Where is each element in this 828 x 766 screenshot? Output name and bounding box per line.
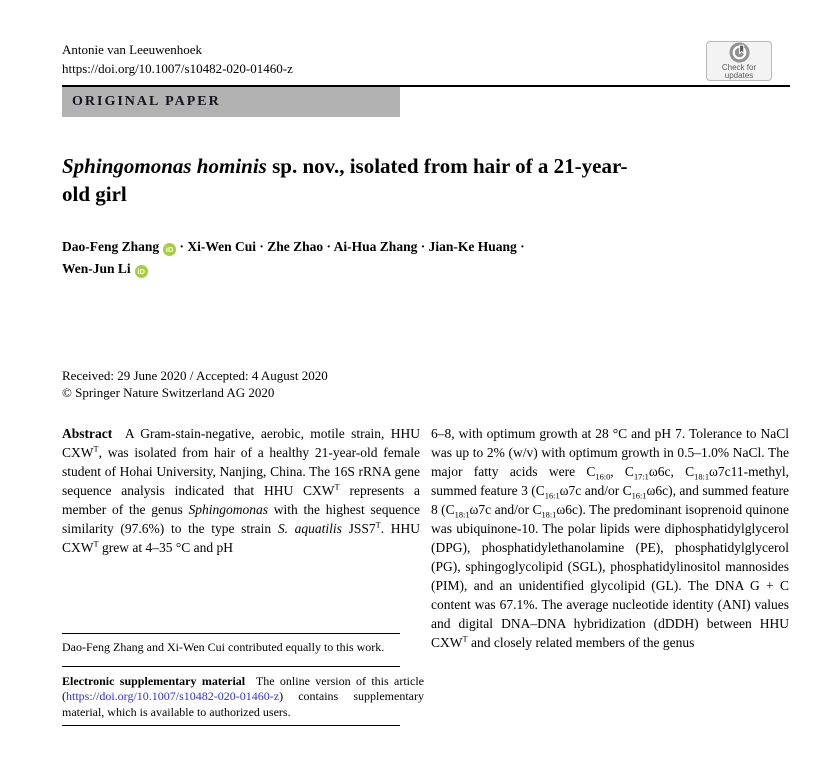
copyright-line: © Springer Nature Switzerland AG 2020 (62, 384, 275, 400)
supplementary-material-note: Electronic supplementary material The online version of this article (https://doi.org/10.1007/s10482-020-01460-z) contains supplementary material, which is available to authorized users. (62, 673, 424, 719)
orcid-icon[interactable]: iD (163, 243, 176, 256)
supplementary-doi-link[interactable]: https://doi.org/10.1007/s10482-020-01460-z (66, 689, 280, 703)
check-for-updates-badge[interactable] (706, 41, 772, 81)
abstract-left-column: Abstract A Gram-stain-negative, aerobic, motile strain, HHU $CXW^T$, was isolated from hair of a healthy 21-year-old female student of Hohai University, Nanjing, China. The 16S rRNA gene sequence analysis indicated that HHU $CXW^T$ represents a member of the genus Sphingomonas with the highest sequence similarity (97.6%) to the type strain S. aquatilis $JSS7^T$. HHU $CXW^T$ grew at 4–35 °C and pH (62, 426, 421, 555)
original-paper-banner (62, 87, 400, 117)
article-doi: https://doi.org/10.1007/s10482-020-01460-z (62, 61, 293, 76)
received-accepted-line: Received: 29 June 2020 / Accepted: 4 August 2020 (62, 368, 328, 383)
journal-name: Antonie van Leeuwenhoek (62, 42, 203, 57)
header-block (62, 40, 293, 78)
abstract-columns (62, 424, 790, 652)
equal-contribution-note: Dao-Feng Zhang and Xi-Wen Cui contributed equally to this work. (62, 640, 385, 654)
footnotes-block (62, 633, 424, 726)
abstract-right-column: 6–8, with optimum growth at 28 °C and pH 7. Tolerance to NaCl was up to 2% (w/v) with optimum growth in 0.5–1.0% NaCl. The major fatty acids were $C_{16:0}$, $C_{17:1}\omega 6c$, $C_{18:1}\omega 7c11$-methyl, summed feature 3 ($C_{16:1}\omega 7c$ and/or $C_{16:1}\omega 6c$), and summed feature 8 ($C_{18:1}\omega 7c$ and/or $C_{18:1}\omega 6c$). The predominant isoprenoid quinone was ubiquinone-10. The polar lipids were diphosphatidylglycerol (DPG), phosphatidylethanolamine (PE), phosphatidylglycerol (PG), sphingoglycolipid (SGL), phosphatidylinositol mannosides (PIM), and an unidentified glycolipid (GL). The DNA G + C content was 67.1%. The average nucleotide identity (ANI) values and digital DNA–DNA hybridization (dDDH) between HHU $CXW^T$ and closely related members of the genus (431, 426, 790, 650)
crossmark-logo-icon (729, 42, 750, 63)
dates-block (62, 368, 328, 401)
orcid-icon[interactable]: iD (135, 265, 148, 278)
article-title: Sphingomonas hominis sp. nov., isolated from hair of a 21-year-old girl (62, 154, 628, 206)
authors-line: Dao-Feng Zhang iD · Xi-Wen Cui · Zhe Zhao · Ai-Hua Zhang · Jian-Ke Huang · Wen-Jun Li iD (62, 239, 525, 276)
article-type-label: ORIGINAL PAPER (72, 94, 221, 109)
badge-label: Check for updates (721, 62, 757, 80)
footnote-rule-bottom (62, 725, 400, 726)
